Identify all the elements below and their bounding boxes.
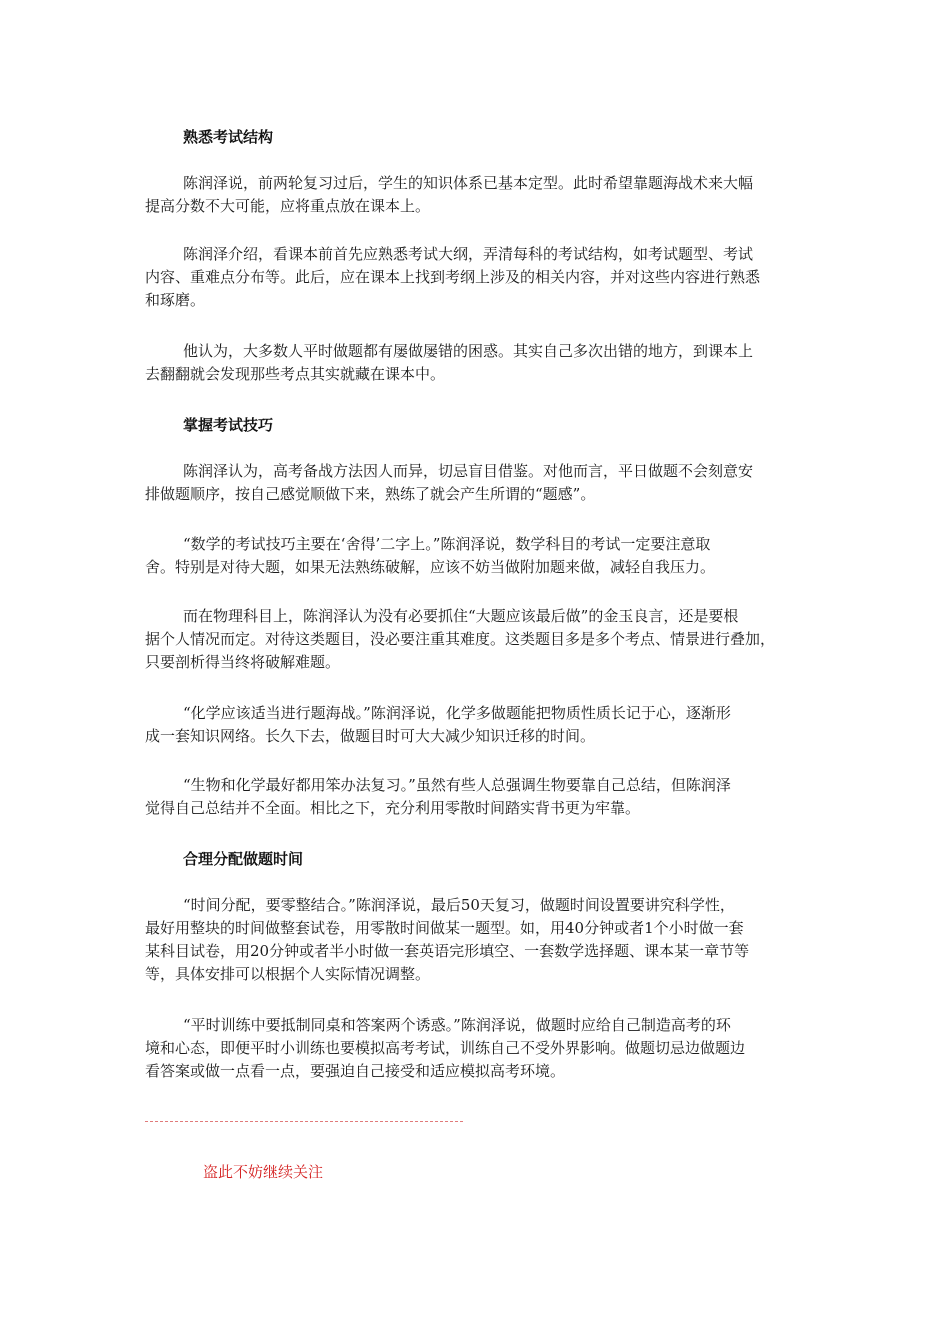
paragraph-line: 成一套知识网络。长久下去，做题目时可大大减少知识迁移的时间。 (145, 727, 596, 745)
paragraph-line: 提高分数不大可能，应将重点放在课本上。 (145, 197, 431, 215)
paragraph-line: 觉得自己总结并不全面。相比之下，充分利用零散时间踏实背书更为牢靠。 (145, 799, 641, 817)
paragraph-line: “生物和化学最好都用笨办法复习。”虽然有些人总强调生物要靠自己总结，但陈润泽 (183, 776, 731, 794)
paragraph-line: 最好用整块的时间做整套试卷，用零散时间做某一题型。如，用40分钟或者1个小时做一套 (145, 919, 744, 937)
paragraph (145, 894, 813, 986)
paragraph-line: 而在物理科目上，陈润泽认为没有必要抓住“大题应该最后做”的金玉良言，还是要根 (183, 607, 739, 625)
paragraph (145, 243, 813, 312)
paragraph-line: 去翻翻就会发现那些考点其实就藏在课本中。 (145, 365, 446, 383)
continue-follow-link[interactable]: 盗此不妨继续关注 (203, 1163, 324, 1181)
paragraph-line: “数学的考试技巧主要在‘舍得’二字上。”陈润泽说，数学科目的考试一定要注意取 (183, 535, 711, 553)
section-heading-1: 熟悉考试结构 (183, 128, 274, 146)
paragraph (145, 774, 813, 820)
section-heading-2: 掌握考试技巧 (183, 416, 274, 434)
paragraph-line: 据个人情况而定。对待这类题目，没必要注重其难度。这类题目多是多个考点、情景进行叠加， (145, 630, 776, 648)
paragraph-line: 某科目试卷，用20分钟或者半小时做一套英语完形填空、一套数学选择题、课本某一章节等 (145, 942, 750, 960)
paragraph (145, 340, 813, 386)
paragraph-line: 陈润泽介绍，看课本前首先应熟悉考试大纲，弄清每科的考试结构，如考试题型、考试 (183, 245, 754, 263)
paragraph-line: 和琢磨。 (145, 291, 206, 309)
section-heading-3: 合理分配做题时间 (183, 850, 304, 868)
paragraph-line: 只要剖析得当终将破解难题。 (145, 653, 341, 671)
paragraph-line: 等，具体安排可以根据个人实际情况调整。 (145, 965, 431, 983)
paragraph-line: “时间分配，要零整结合。”陈润泽说，最后50天复习，做题时间设置要讲究科学性， (183, 896, 735, 914)
dashed-divider (145, 1121, 463, 1122)
paragraph-line: 陈润泽说，前两轮复习过后，学生的知识体系已基本定型。此时希望靠题海战术来大幅 (183, 174, 754, 192)
paragraph-line: 排做题顺序，按自己感觉顺做下来，熟练了就会产生所谓的“题感”。 (145, 485, 596, 503)
paragraph-line: 陈润泽认为，高考备战方法因人而异，切忌盲目借鉴。对他而言，平日做题不会刻意安 (183, 462, 754, 480)
paragraph-line: 内容、重难点分布等。此后，应在课本上找到考纲上涉及的相关内容，并对这些内容进行熟悉 (145, 268, 761, 286)
paragraph-line: 境和心态，即便平时小训练也要模拟高考考试，训练自己不受外界影响。做题切忌边做题边 (145, 1039, 746, 1057)
paragraph (145, 605, 813, 674)
paragraph (145, 172, 813, 218)
paragraph-line: 他认为，大多数人平时做题都有屡做屡错的困惑。其实自己多次出错的地方，到课本上 (183, 342, 754, 360)
paragraph-line: “平时训练中要抵制同桌和答案两个诱惑。”陈润泽说，做题时应给自己制造高考的环 (183, 1016, 731, 1034)
paragraph-line: 舍。特别是对待大题，如果无法熟练破解，应该不妨当做附加题来做，减轻自我压力。 (145, 558, 716, 576)
paragraph (145, 533, 813, 579)
paragraph-line: 看答案或做一点看一点，要强迫自己接受和适应模拟高考环境。 (145, 1062, 566, 1080)
paragraph-line: “化学应该适当进行题海战。”陈润泽说，化学多做题能把物质性质长记于心，逐渐形 (183, 704, 731, 722)
paragraph (145, 1014, 813, 1083)
paragraph (145, 702, 813, 748)
paragraph (145, 460, 813, 506)
